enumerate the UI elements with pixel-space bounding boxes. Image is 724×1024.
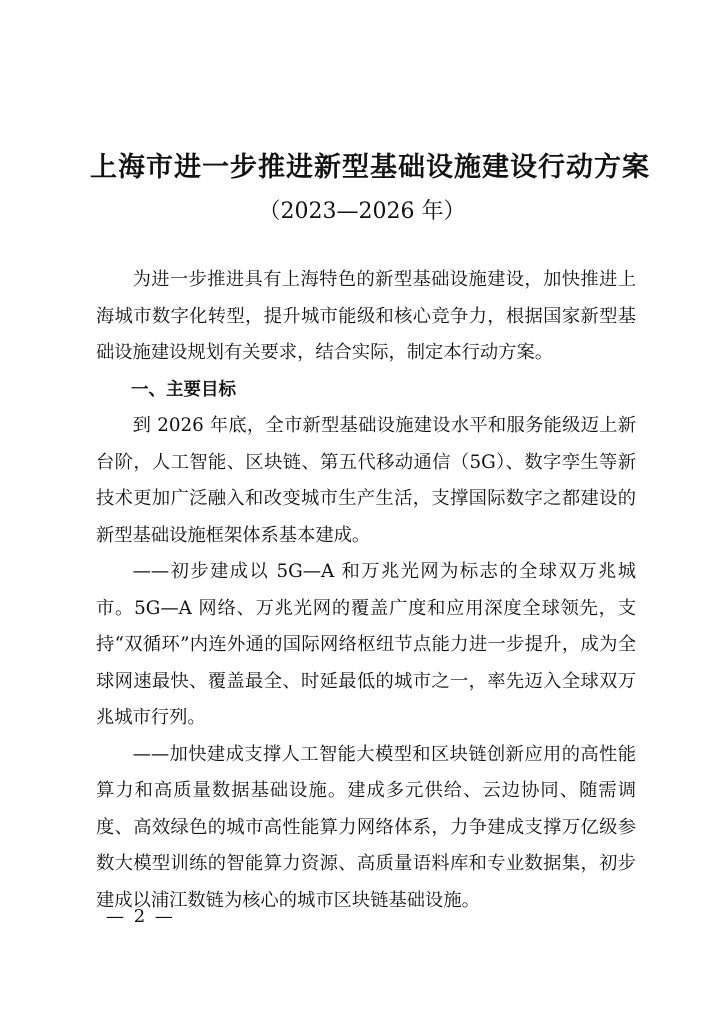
title-block	[90, 148, 650, 228]
goal-bullet-computing: ——加快建成支撑人工智能大模型和区块链创新应用的高性能算力和高质量数据基础设施。建成多元供给、云边协同、随需调度、高效绿色的城市高性能算力网络体系，力争建成支撑万亿级参数大模型训练的智能算力资源、高质量语料库和专业数据集，初步建成以浦江数链为核心的城市区块链基础设施。	[96, 743, 636, 911]
page-number: — 2 —	[106, 906, 175, 927]
section-heading-main-goals: 一、主要目标	[131, 379, 236, 400]
document-title: 上海市进一步推进新型基础设施建设行动方案	[90, 152, 650, 183]
document-body	[96, 262, 636, 919]
intro-paragraph: 为进一步推进具有上海特色的新型基础设施建设，加快推进上海城市数字化转型，提升城市能级和核心竞争力，根据国家新型基础设施建设规划有关要求，结合实际，制定本行动方案。	[96, 269, 636, 363]
document-subtitle: （2023—2026 年）	[258, 199, 466, 224]
goal-bullet-network: ——初步建成以 5G—A 和万兆光网为标志的全球双万兆城市。5G—A 网络、万兆光网的覆盖广度和应用深度全球领先，支持“双循环”内连外通的国际网络枢纽节点能力进一步提升，成为全球网速最快、覆盖最全、时延最低的城市之一，率先迈入全球双万兆城市行列。	[96, 561, 636, 728]
goal-paragraph: 到 2026 年底，全市新型基础设施建设水平和服务能级迈上新台阶，人工智能、区块链、第五代移动通信（5G）、数字孪生等新技术更加广泛融入和改变城市生产生活，支撑国际数字之都建设的新型基础设施框架体系基本建成。	[96, 415, 636, 546]
